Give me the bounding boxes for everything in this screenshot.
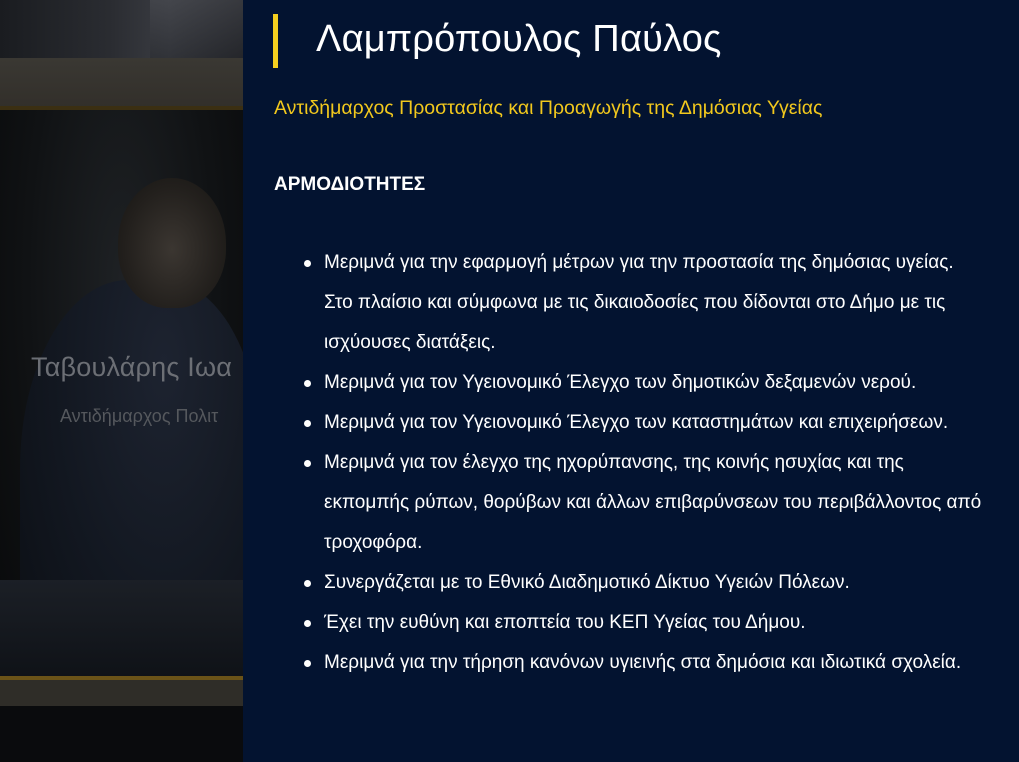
bullet-icon xyxy=(304,420,311,427)
responsibilities-list xyxy=(286,243,986,683)
bullet-icon xyxy=(304,580,311,587)
list-item xyxy=(286,243,986,363)
background-overlay[interactable] xyxy=(0,0,243,762)
background-member-name: Ταβουλάρης Ιωα xyxy=(31,352,233,382)
background-member-role: Αντιδήμαρχος Πολιτ xyxy=(60,406,219,426)
background-footer xyxy=(0,706,243,762)
background-bottom-band xyxy=(0,680,243,706)
list-item-text: Μεριμνά για τον έλεγχο της ηχορύπανσης, της κοινής ησυχίας και της εκπομπής ρύπων, θορύβων και άλλων επιβαρύνσεων του περιβάλλοντος από τροχοφόρα. xyxy=(324,452,982,553)
list-item xyxy=(286,443,986,563)
bullet-icon xyxy=(304,460,311,467)
list-item xyxy=(286,563,986,603)
member-name-title: Λαμπρόπουλος Παύλος xyxy=(316,18,722,60)
list-item xyxy=(286,643,986,683)
bullet-icon xyxy=(304,260,311,267)
list-item-text: Μεριμνά για τον Υγειονομικό Έλεγχο των καταστημάτων και επιχειρήσεων. xyxy=(324,412,949,433)
responsibilities-heading: ΑΡΜΟΔΙΟΤΗΤΕΣ xyxy=(274,174,426,195)
list-item-text: Συνεργάζεται με το Εθνικό Διαδημοτικό Δίκτυο Υγειών Πόλεων. xyxy=(324,572,850,593)
bullet-icon xyxy=(304,380,311,387)
list-item xyxy=(286,363,986,403)
member-detail-panel xyxy=(243,0,1019,762)
bullet-icon xyxy=(304,660,311,667)
background-top-image xyxy=(0,0,243,58)
list-item-text: Έχει την ευθύνη και εποπτεία του ΚΕΠ Υγείας του Δήμου. xyxy=(324,612,806,633)
list-item xyxy=(286,603,986,643)
list-item-text: Μεριμνά για τον Υγειονομικό Έλεγχο των δημοτικών δεξαμενών νερού. xyxy=(324,372,917,393)
member-photo-head xyxy=(118,178,226,308)
title-accent-bar xyxy=(273,14,278,68)
list-item xyxy=(286,403,986,443)
member-role-subtitle: Αντιδήμαρχος Προστασίας και Προαγωγής της Δημόσιας Υγείας xyxy=(274,97,823,119)
background-member-card xyxy=(0,110,243,678)
list-item-text: Μεριμνά για την εφαρμογή μέτρων για την προστασία της δημόσιας υγείας. Στο πλαίσιο και σύμφωνα με τις δικαιοδοσίες που δίδονται στο Δήμο με τις ισχύουσες διατάξεις. xyxy=(324,252,954,353)
background-band xyxy=(0,58,243,108)
bullet-icon xyxy=(304,620,311,627)
member-photo-desk xyxy=(0,580,243,678)
list-item-text: Μεριμνά για την τήρηση κανόνων υγιεινής στα δημόσια και ιδιωτικά σχολεία. xyxy=(324,652,962,673)
